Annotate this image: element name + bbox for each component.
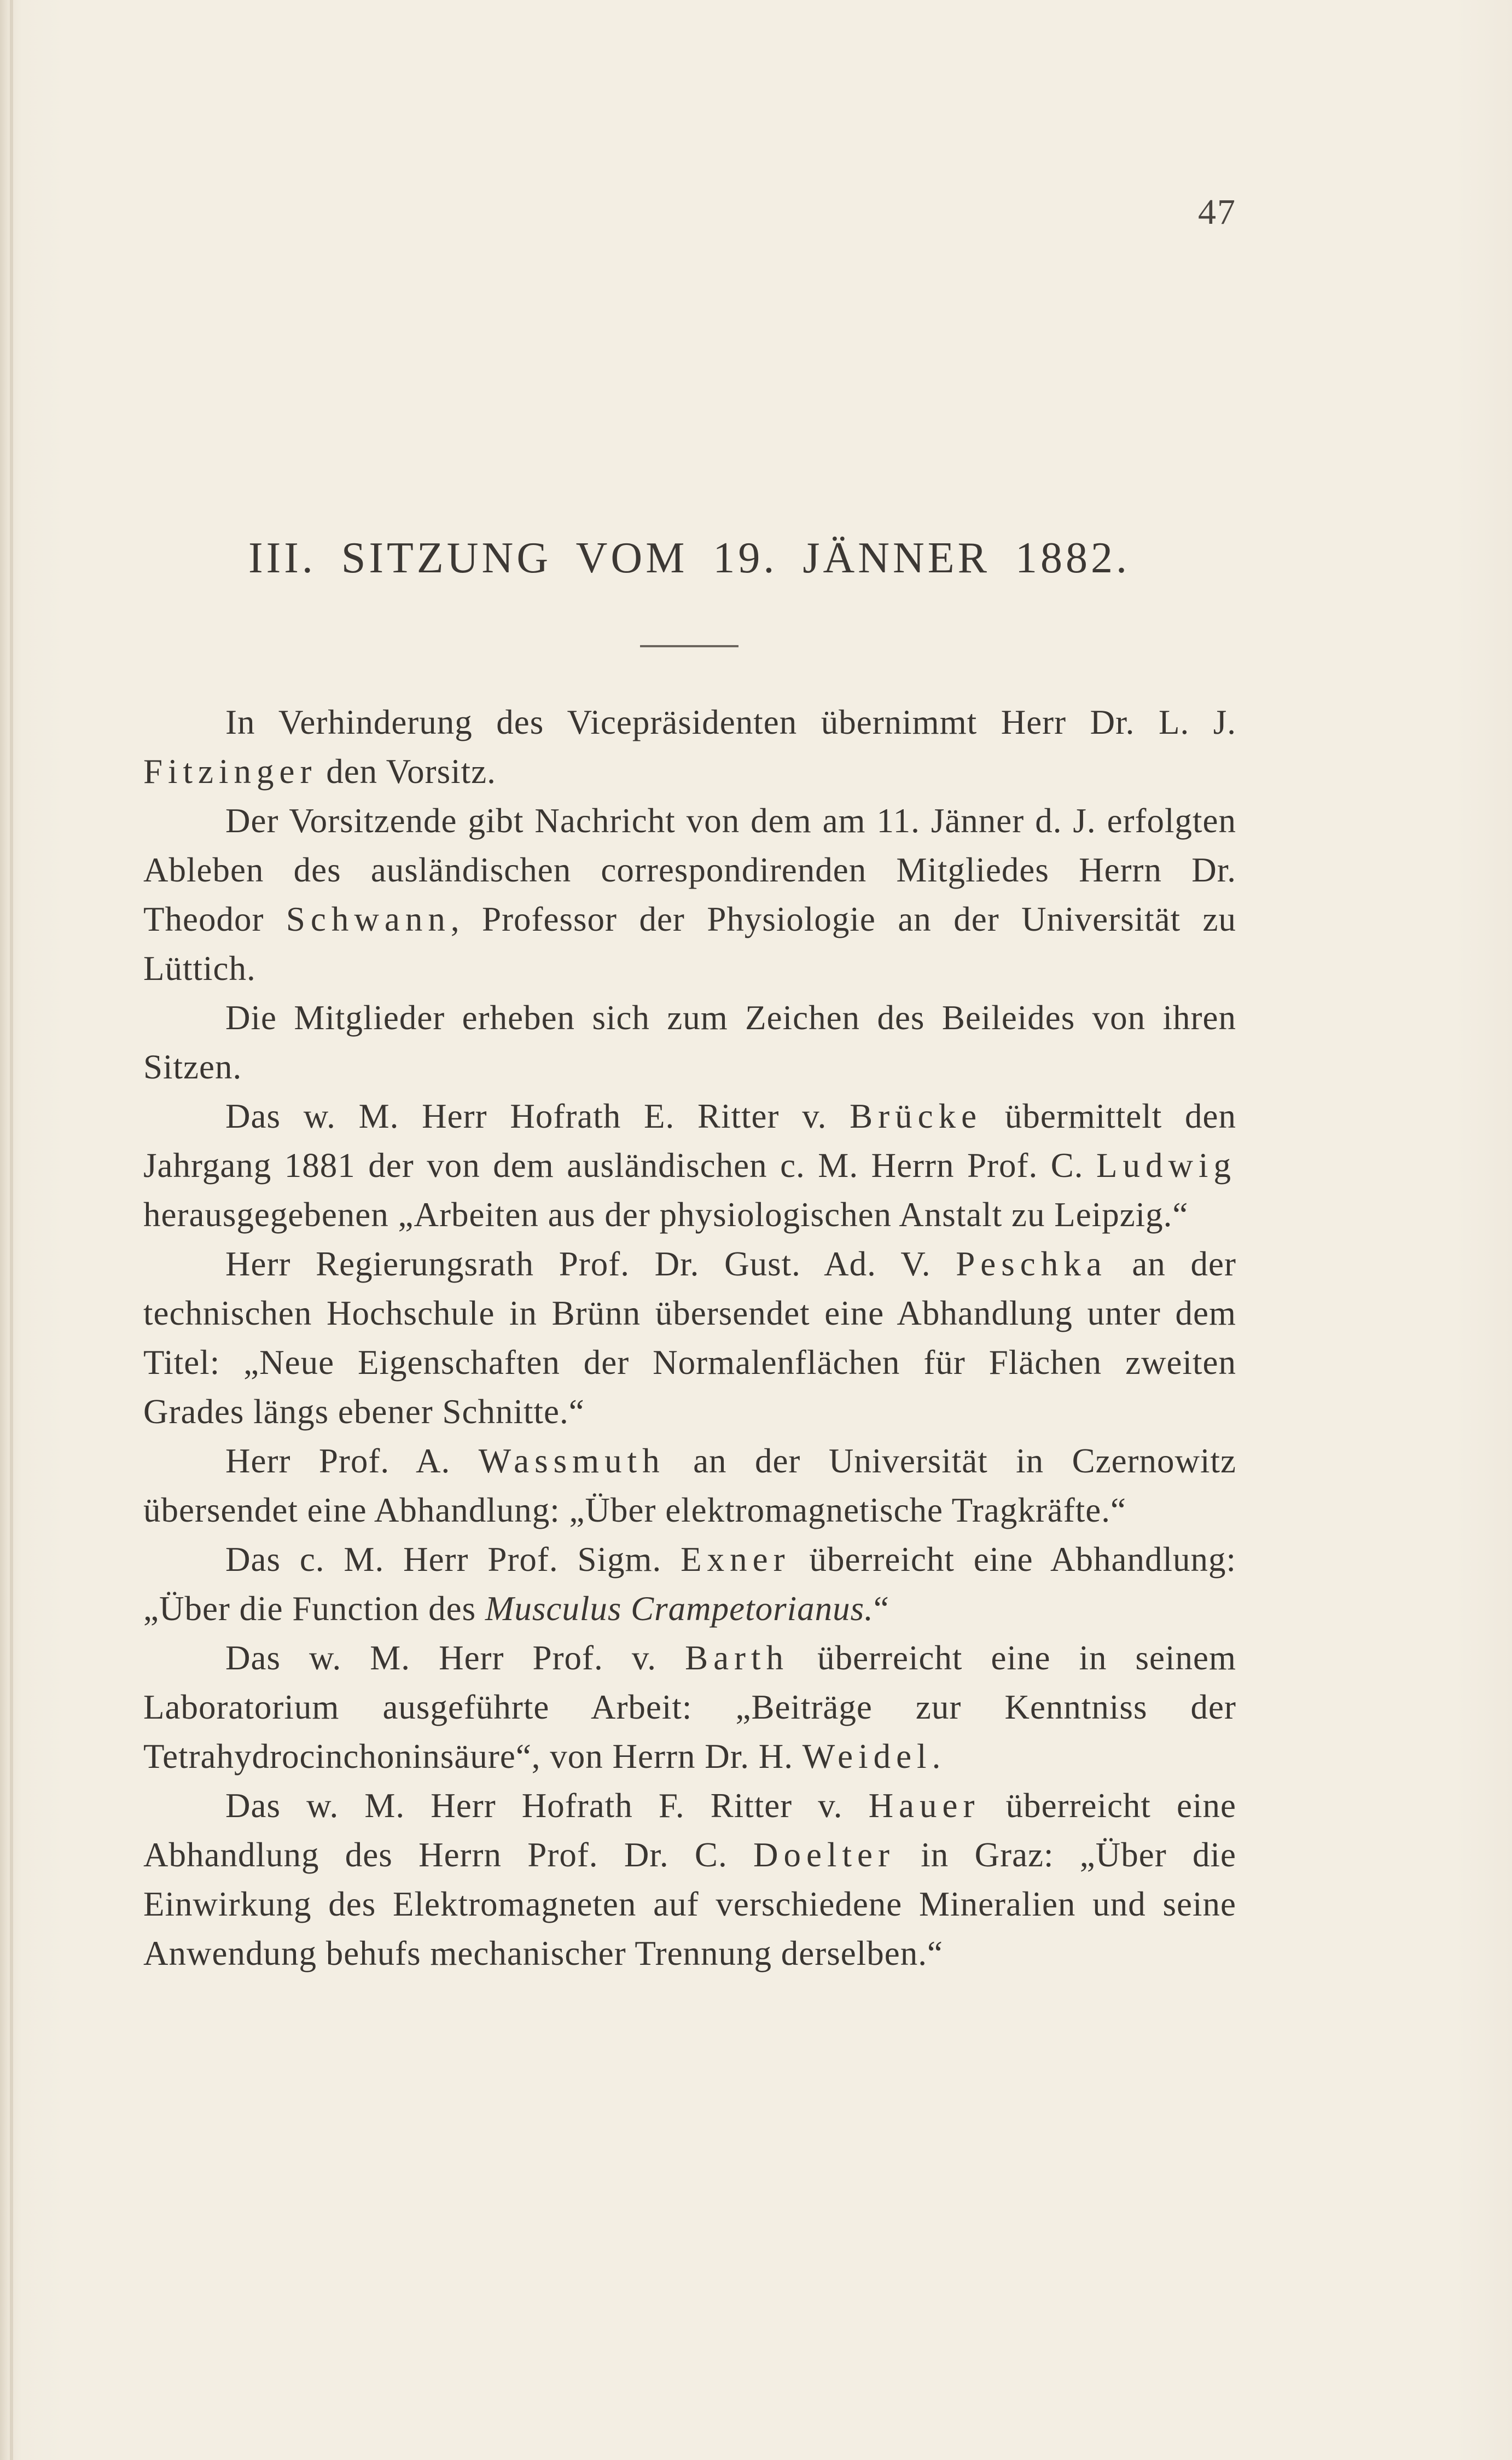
session-heading: III. SITZUNG VOM 19. JÄNNER 1882.	[248, 534, 1131, 582]
text-run: Herr Prof. A.	[225, 1442, 479, 1480]
paragraph	[143, 1633, 1236, 1781]
paragraph: Die Mitglieder erheben sich zum Zeichen des Beileides von ihren Sitzen.	[143, 999, 1236, 1086]
text-run: übermittelt den Jahrgang 1881 der von dem ausländischen c. M. Herrn Prof. C.	[143, 1097, 1236, 1185]
spaced-name: Hauer	[868, 1786, 980, 1825]
spaced-name: Wassmuth	[478, 1442, 665, 1480]
spaced-name: Exner	[681, 1540, 790, 1579]
spaced-name: Brücke	[850, 1097, 982, 1135]
text-run: herausgegebenen „Arbeiten aus der physiologischen Anstalt zu Leipzig.“	[143, 1196, 1189, 1234]
heading-divider	[640, 645, 738, 647]
paragraph	[143, 1535, 1236, 1633]
spaced-name: Fitzinger	[143, 752, 317, 791]
text-run: überreicht eine Abhandlung: „Über die Function des	[143, 1540, 1236, 1628]
text-run: Der Vorsitzende gibt Nachricht von dem am 11. Jänner d. J. erfolgten Ableben des ausländischen correspondirenden Mitgliedes Herrn Dr. Theodor	[143, 802, 1236, 938]
text-run: , Professor der Physiologie an der Universität zu Lüttich.	[143, 900, 1236, 988]
paragraph	[143, 1781, 1236, 1978]
text-run: Herr Regierungsrath Prof. Dr. Gust. Ad. V.	[225, 1245, 956, 1283]
page-edge-shadow	[10, 0, 13, 2460]
text-run: in Graz: „Über die Einwirkung des Elektromagneten auf verschiedene Mineralien und seine Anwendung behufs mechanischer Trennung derselben.“	[143, 1836, 1236, 1972]
body-text	[143, 698, 1236, 1978]
text-run: .	[932, 1737, 941, 1776]
page-number: 47	[1198, 192, 1236, 232]
text-run: Das w. M. Herr Hofrath F. Ritter v.	[225, 1786, 869, 1825]
text-run: überreicht eine Abhandlung des Herrn Prof. Dr. C.	[143, 1786, 1236, 1874]
text-run: “	[873, 1589, 889, 1628]
text-run: den Vorsitz.	[317, 752, 496, 791]
paragraph	[143, 698, 1236, 796]
text-run: Das c. M. Herr Prof. Sigm.	[225, 1540, 681, 1579]
spaced-name: Doelter	[753, 1836, 895, 1874]
text-run: überreicht eine in seinem Laboratorium ausgeführte Arbeit: „Beiträge zur Kenntniss der Tetrahydrocinchoninsäure“, von Herrn Dr. H.	[143, 1639, 1236, 1776]
text-run: In Verhinderung des Vicepräsidenten übernimmt Herr Dr. L. J.	[225, 703, 1236, 741]
spaced-name: Ludwig	[1096, 1146, 1236, 1185]
text-run: Das w. M. Herr Hofrath E. Ritter v.	[225, 1097, 850, 1135]
paragraph	[143, 1092, 1236, 1239]
spaced-name: Barth	[685, 1639, 789, 1677]
paragraph	[143, 1436, 1236, 1535]
italic-term: Musculus Crampetorianus.	[485, 1589, 874, 1628]
text-run: Das w. M. Herr Prof. v.	[225, 1639, 685, 1677]
paragraph	[143, 1239, 1236, 1436]
spaced-name: Schwann	[286, 900, 451, 938]
paragraph	[143, 796, 1236, 993]
spaced-name: Peschka	[956, 1245, 1107, 1283]
spaced-name: Weidel	[802, 1737, 932, 1776]
text-run: an der Universität in Czernowitz übersendet eine Abhandlung: „Über elektromagnetische Tragkräfte.“	[143, 1442, 1236, 1529]
text-run: an der technischen Hochschule in Brünn übersendet eine Abhandlung unter dem Titel: „Neue Eigenschaften der Normalenflächen für Flächen zweiten Grades längs ebener Schnitte.“	[143, 1245, 1236, 1431]
